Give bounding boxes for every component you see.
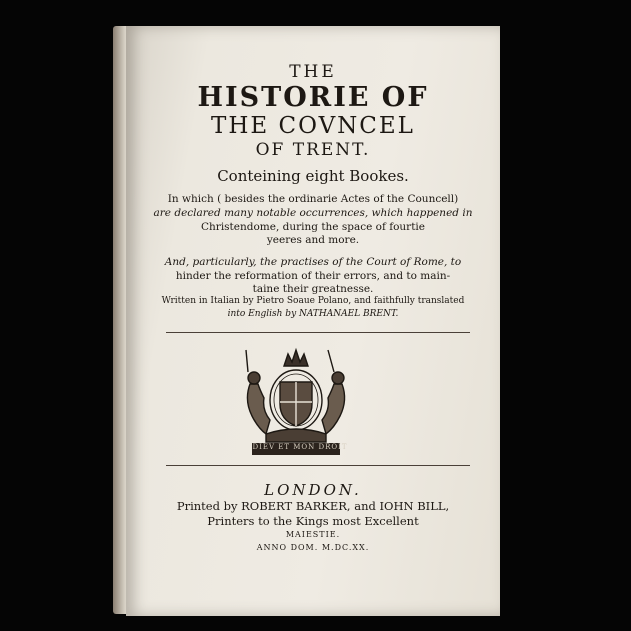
motto-banner: DIEV ET MON DROIT — [252, 443, 348, 451]
title-line-2: HISTORIE OF — [197, 82, 429, 113]
particular-line-3: taine their greatnesse. — [252, 283, 374, 295]
imprint-city: LONDON. — [264, 481, 362, 499]
written-line-2: into English by NATHANAEL BRENT. — [227, 309, 399, 319]
imprint-printed-by: Printed by ROBERT BARKER, and IOHN BILL, — [176, 499, 450, 513]
description-line-2: are declared many notable occurrences, which happened in — [153, 207, 473, 219]
title-line-3: THE COVNCEL — [211, 113, 415, 139]
description-line-1: In which ( besides the ordinarie Actes of the Councell) — [167, 193, 459, 205]
title-line-4: OF TRENT. — [255, 140, 371, 160]
particular-line-1: And, particularly, the practises of the Court of Rome, to — [164, 256, 462, 268]
description-line-3: Christendome, during the space of fourtie — [201, 221, 425, 233]
title-line-1: THE — [289, 62, 337, 82]
written-line-1: Written in Italian by Pietro Soaue Polano, and faithfully translated — [161, 296, 465, 306]
divider-top — [166, 332, 470, 333]
subtitle: Conteining eight Bookes. — [217, 167, 409, 185]
imprint-date: ANNO DOM. M.DC.XX. — [256, 543, 370, 552]
particular-line-2: hinder the reformation of their errors, and to main- — [175, 270, 451, 282]
divider-bottom — [166, 465, 470, 466]
description-line-4: yeeres and more. — [266, 234, 360, 246]
title-page — [126, 26, 500, 616]
imprint-printers: Printers to the Kings most Excellent — [207, 514, 419, 528]
imprint-majesty: MAIESTIE. — [285, 530, 341, 539]
